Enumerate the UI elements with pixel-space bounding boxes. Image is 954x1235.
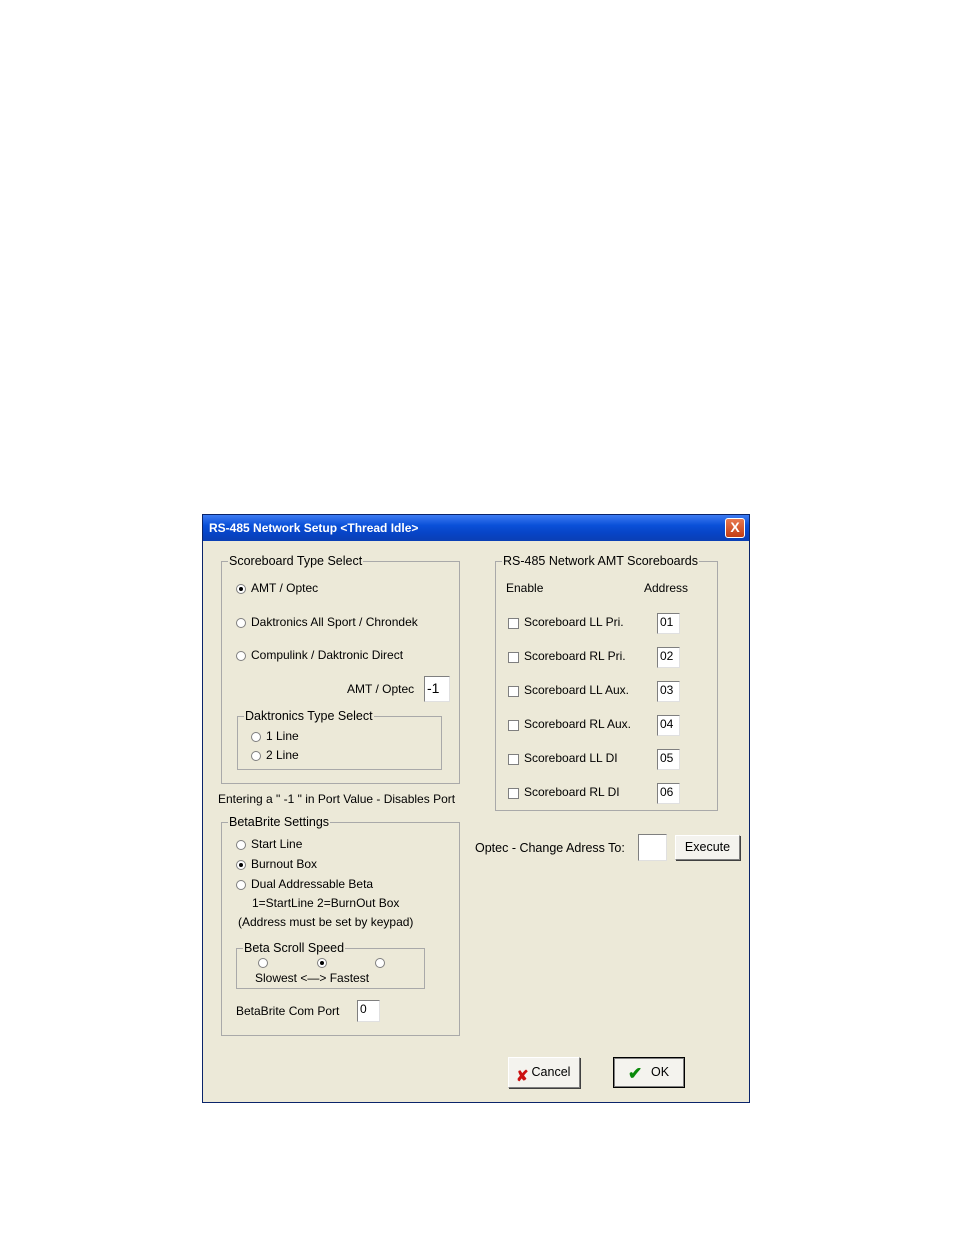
ok-button-label: OK — [650, 1065, 670, 1079]
radio-compulink-label: Compulink / Daktronic Direct — [251, 648, 404, 662]
betabrite-settings-legend: BetaBrite Settings — [229, 815, 330, 829]
port-disable-note: Entering a " -1 " in Port Value - Disables Port — [218, 792, 456, 806]
window-title: RS-485 Network Setup <Thread Idle> — [209, 521, 419, 535]
scroll-speed-scale-label: Slowest <—> Fastest — [255, 971, 370, 985]
radio-2-line[interactable] — [251, 751, 261, 761]
radio-burnout-box-label: Burnout Box — [251, 857, 318, 871]
amt-optec-port-field[interactable]: -1 — [424, 676, 450, 702]
radio-1-line-label: 1 Line — [266, 729, 299, 743]
execute-button[interactable]: Execute — [675, 835, 740, 860]
radio-burnout-box[interactable] — [236, 860, 246, 870]
scoreboard-ll-pri-address-field[interactable]: 01 — [657, 613, 680, 634]
enable-scoreboard-ll-di-checkbox[interactable] — [508, 754, 519, 765]
close-icon[interactable]: X — [725, 518, 745, 538]
scoreboard-ll-pri-label: Scoreboard LL Pri. — [524, 615, 624, 629]
amt-optec-port-label: AMT / Optec — [347, 682, 415, 696]
radio-amt-optec-label: AMT / Optec — [251, 581, 319, 595]
betabrite-com-port-field[interactable]: 0 — [357, 1000, 380, 1022]
dual-beta-note-2: (Address must be set by keypad) — [238, 915, 414, 929]
beta-scroll-speed-legend: Beta Scroll Speed — [244, 941, 345, 955]
radio-scroll-fastest[interactable] — [375, 958, 385, 968]
cancel-button[interactable] — [508, 1057, 580, 1088]
betabrite-com-port-label: BetaBrite Com Port — [236, 1004, 340, 1018]
radio-scroll-slowest[interactable] — [258, 958, 268, 968]
network-setup-dialog — [202, 514, 750, 1103]
optec-change-address-label: Optec - Change Adress To: — [475, 841, 625, 855]
radio-compulink[interactable] — [236, 651, 246, 661]
checkmark-icon: ✔ — [628, 1064, 643, 1083]
betabrite-settings-group — [221, 815, 460, 1036]
scoreboard-rl-pri-address-field[interactable]: 02 — [657, 647, 680, 668]
scoreboard-ll-di-address-field[interactable]: 05 — [657, 749, 680, 770]
enable-header: Enable — [506, 581, 544, 595]
scoreboard-rl-di-address-field[interactable]: 06 — [657, 783, 680, 804]
radio-dual-addressable-beta-label: Dual Addressable Beta — [251, 877, 374, 891]
radio-2-line-label: 2 Line — [266, 748, 299, 762]
radio-start-line[interactable] — [236, 840, 246, 850]
radio-amt-optec[interactable] — [236, 584, 246, 594]
x-icon: ✘ — [516, 1068, 529, 1085]
scoreboard-ll-aux-address-field[interactable]: 03 — [657, 681, 680, 702]
scoreboard-type-group — [221, 554, 460, 784]
scoreboard-type-legend: Scoreboard Type Select — [229, 554, 363, 568]
enable-scoreboard-ll-aux-checkbox[interactable] — [508, 686, 519, 697]
scoreboard-ll-aux-label: Scoreboard LL Aux. — [524, 683, 629, 697]
dialog-body — [205, 541, 747, 1100]
title-bar[interactable] — [203, 515, 749, 541]
radio-start-line-label: Start Line — [251, 837, 303, 851]
beta-scroll-speed-group — [236, 941, 425, 989]
enable-scoreboard-rl-pri-checkbox[interactable] — [508, 652, 519, 663]
radio-scroll-medium[interactable] — [317, 958, 327, 968]
radio-daktronics-all-sport[interactable] — [236, 618, 246, 628]
address-header: Address — [644, 581, 689, 595]
network-scoreboards-group — [495, 554, 718, 811]
enable-scoreboard-rl-aux-checkbox[interactable] — [508, 720, 519, 731]
ok-button[interactable] — [613, 1057, 685, 1088]
scoreboard-rl-aux-label: Scoreboard RL Aux. — [524, 717, 631, 731]
radio-daktronics-all-sport-label: Daktronics All Sport / Chrondek — [251, 615, 418, 629]
scoreboard-rl-di-label: Scoreboard RL DI — [524, 785, 620, 799]
scoreboard-rl-aux-address-field[interactable]: 04 — [657, 715, 680, 736]
scoreboard-rl-pri-label: Scoreboard RL Pri. — [524, 649, 626, 663]
daktronics-type-legend: Daktronics Type Select — [245, 709, 373, 723]
network-scoreboards-legend: RS-485 Network AMT Scoreboards — [503, 554, 698, 568]
enable-scoreboard-rl-di-checkbox[interactable] — [508, 788, 519, 799]
optec-address-field[interactable] — [638, 834, 667, 861]
radio-dual-addressable-beta[interactable] — [236, 880, 246, 890]
daktronics-type-group — [237, 709, 442, 770]
cancel-button-label: Cancel — [531, 1065, 571, 1079]
enable-scoreboard-ll-pri-checkbox[interactable] — [508, 618, 519, 629]
radio-1-line[interactable] — [251, 732, 261, 742]
scoreboard-ll-di-label: Scoreboard LL DI — [524, 751, 618, 765]
dual-beta-note-1: 1=StartLine 2=BurnOut Box — [252, 896, 400, 910]
